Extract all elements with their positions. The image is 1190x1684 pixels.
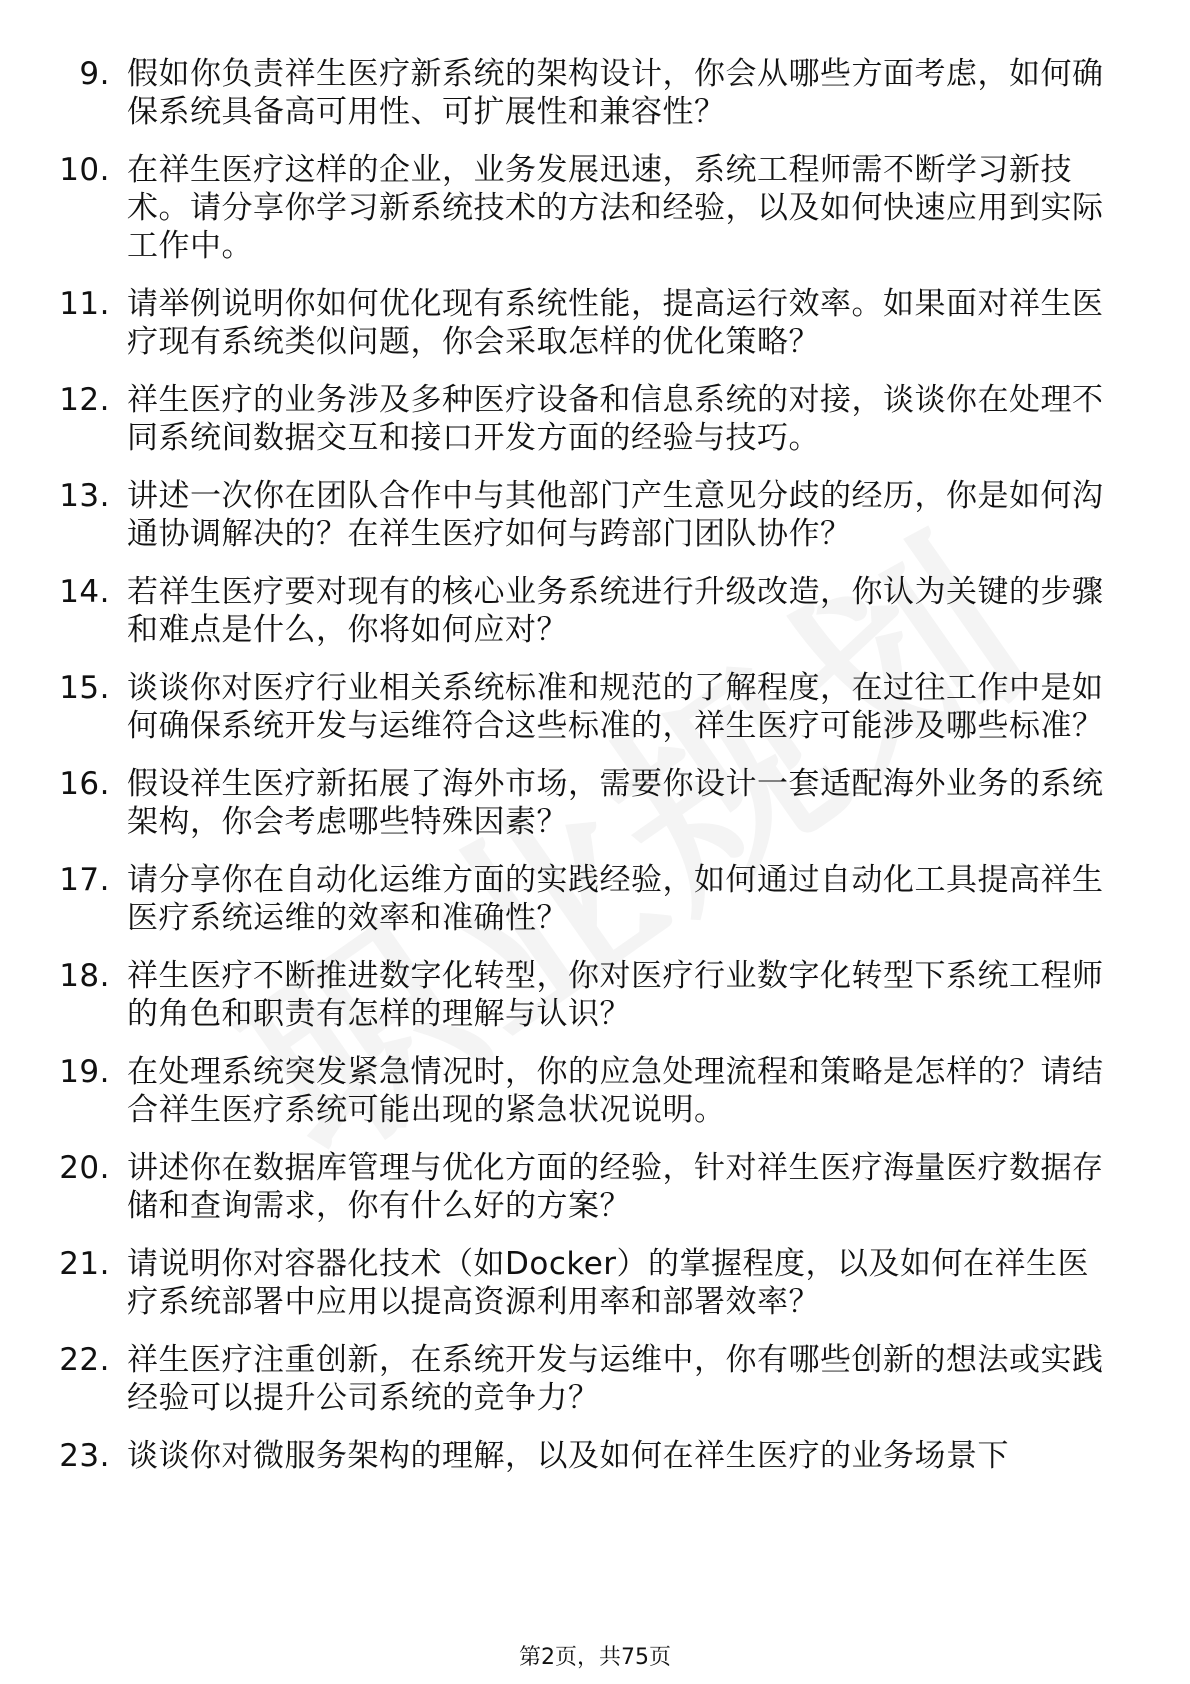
question-text: 请说明你对容器化技术（如Docker）的掌握程度，以及如何在祥生医疗系统部署中应用以提高资源利用率和部署效率？ xyxy=(127,1246,1090,1320)
question-text: 祥生医疗不断推进数字化转型，你对医疗行业数字化转型下系统工程师的角色和职责有怎样的理解与认识？ xyxy=(127,958,1104,1032)
question-number: 20. xyxy=(59,1150,110,1186)
question-text: 祥生医疗的业务涉及多种医疗设备和信息系统的对接，谈谈你在处理不同系统间数据交互和接口开发方面的经验与技巧。 xyxy=(127,382,1104,456)
question-item xyxy=(0,573,1190,649)
question-text: 在祥生医疗这样的企业，业务发展迅速，系统工程师需不断学习新技术。请分享你学习新系统技术的方法和经验，以及如何快速应用到实际工作中。 xyxy=(127,152,1104,264)
question-item xyxy=(0,1149,1190,1225)
question-number: 17. xyxy=(59,862,110,898)
question-item xyxy=(0,765,1190,841)
question-number: 21. xyxy=(59,1246,110,1282)
question-text: 请分享你在自动化运维方面的实践经验，如何通过自动化工具提高祥生医疗系统运维的效率和准确性？ xyxy=(127,862,1104,936)
question-number: 14. xyxy=(59,574,110,610)
question-item xyxy=(0,381,1190,457)
question-number: 23. xyxy=(59,1438,110,1474)
question-list xyxy=(0,55,1190,1495)
question-number: 19. xyxy=(59,1054,110,1090)
question-item xyxy=(0,1341,1190,1417)
question-number: 9. xyxy=(79,56,110,92)
question-item xyxy=(0,1245,1190,1321)
question-item xyxy=(0,285,1190,361)
question-text: 谈谈你对微服务架构的理解，以及如何在祥生医疗的业务场景下 xyxy=(127,1438,1009,1474)
question-text: 若祥生医疗要对现有的核心业务系统进行升级改造，你认为关键的步骤和难点是什么，你将如何应对？ xyxy=(127,574,1104,648)
question-text: 在处理系统突发紧急情况时，你的应急处理流程和策略是怎样的？请结合祥生医疗系统可能出现的紧急状况说明。 xyxy=(127,1054,1104,1128)
question-number: 13. xyxy=(59,478,110,514)
question-text: 讲述你在数据库管理与优化方面的经验，针对祥生医疗海量医疗数据存储和查询需求，你有什么好的方案？ xyxy=(127,1150,1104,1224)
question-number: 18. xyxy=(59,958,110,994)
question-number: 15. xyxy=(59,670,110,706)
question-text: 讲述一次你在团队合作中与其他部门产生意见分歧的经历，你是如何沟通协调解决的？在祥生医疗如何与跨部门团队协作？ xyxy=(127,478,1104,552)
question-number: 10. xyxy=(59,152,110,188)
question-item xyxy=(0,957,1190,1033)
question-text: 假如你负责祥生医疗新系统的架构设计，你会从哪些方面考虑，如何确保系统具备高可用性、可扩展性和兼容性？ xyxy=(127,56,1104,130)
question-text: 祥生医疗注重创新，在系统开发与运维中，你有哪些创新的想法或实践经验可以提升公司系统的竞争力？ xyxy=(127,1342,1104,1416)
question-item xyxy=(0,669,1190,745)
question-text: 请举例说明你如何优化现有系统性能，提高运行效率。如果面对祥生医疗现有系统类似问题，你会采取怎样的优化策略？ xyxy=(127,286,1104,360)
question-number: 22. xyxy=(59,1342,110,1378)
question-item xyxy=(0,55,1190,131)
question-number: 16. xyxy=(59,766,110,802)
question-text: 谈谈你对医疗行业相关系统标准和规范的了解程度，在过往工作中是如何确保系统开发与运维符合这些标准的，祥生医疗可能涉及哪些标准？ xyxy=(127,670,1104,744)
question-text: 假设祥生医疗新拓展了海外市场，需要你设计一套适配海外业务的系统架构，你会考虑哪些特殊因素？ xyxy=(127,766,1104,840)
question-item xyxy=(0,477,1190,553)
question-number: 12. xyxy=(59,382,110,418)
page-footer: 第2页，共75页 xyxy=(519,1645,671,1670)
question-item xyxy=(0,861,1190,937)
question-item xyxy=(0,1053,1190,1129)
question-item xyxy=(0,1437,1190,1475)
question-item xyxy=(0,151,1190,265)
question-number: 11. xyxy=(59,286,110,322)
